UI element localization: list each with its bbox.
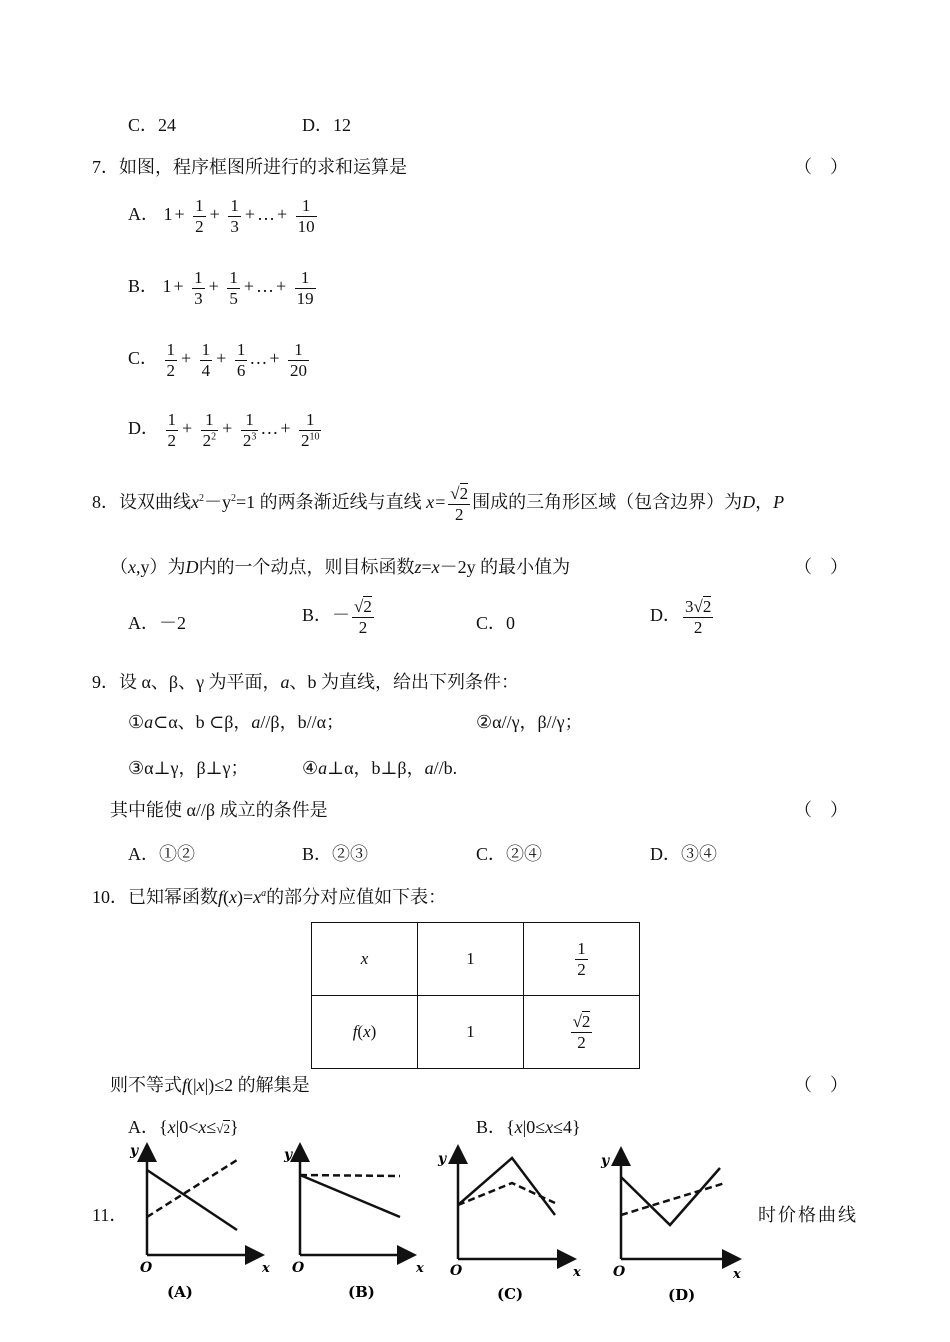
axis-x-label: x — [573, 1265, 581, 1280]
table-cell: 1 — [418, 923, 524, 996]
fraction: $\frac{1}{3}$ — [230, 196, 239, 236]
q9-condition-3: ③α⊥γ，β⊥γ； — [128, 758, 249, 778]
q6-option-d: D．12 — [302, 115, 351, 135]
origin-label: O — [613, 1264, 626, 1280]
price-curve-graphs — [120, 1135, 760, 1310]
table-row — [312, 923, 640, 996]
fraction: $\frac{1}{20}$ — [289, 340, 307, 380]
q10-question: 则不等式f(|x|)≤2 的解集是 — [110, 1075, 310, 1095]
q7-option-d: D． $\frac{1}{2}$ + $\frac{1}{2^2}$ + $\frac{1}{2^3}$ … + $\frac{1}{2^{10}}$ — [128, 410, 320, 450]
q9-condition-4: ④a⊥α，b⊥β，a//b. — [302, 758, 458, 778]
fraction: $\frac{1}{2^2}$ — [202, 410, 217, 450]
fraction: $\frac{1}{2^3}$ — [242, 410, 257, 450]
q7-stem: 7．如图，程序框图所进行的求和运算是 — [92, 157, 407, 177]
axis-y-label: y — [284, 1147, 293, 1163]
axis-x-label: x — [416, 1261, 424, 1276]
solid-line — [458, 1158, 555, 1215]
dashed-line — [147, 1160, 237, 1217]
q10-option-a: A．{x|0<x≤√2} — [128, 1117, 239, 1137]
q8-option-a: A．－2 — [128, 613, 186, 633]
graph-a — [129, 1143, 270, 1301]
q8-stem-line2: （x,y）为D内的一个动点，则目标函数z=x－2y 的最小值为 — [110, 557, 571, 577]
q7-option-c: C． $\frac{1}{2}$ + $\frac{1}{4}$ + $\frac{1}{6}$ … + $\frac{1}{20}$ — [128, 340, 307, 380]
fraction: $\frac{1}{10}$ — [297, 196, 315, 236]
table-row — [312, 996, 640, 1069]
fraction: $\frac{1}{19}$ — [296, 268, 314, 308]
fraction: $\frac{1}{6}$ — [236, 340, 246, 380]
axis-x-label: x — [733, 1267, 741, 1282]
table-cell: x — [312, 923, 418, 996]
q9-paren: （ ） — [794, 800, 848, 820]
q7-paren: （ ） — [794, 157, 848, 177]
dashed-line — [621, 1183, 725, 1215]
table-cell: f(x) — [312, 996, 418, 1069]
solid-line — [621, 1168, 720, 1225]
q9-condition-1: ①a⊂α、b ⊂β，a//β，b//α； — [128, 712, 344, 732]
q9-condition-2: ②α//γ，β//γ； — [476, 712, 583, 732]
graph-c — [437, 1149, 581, 1303]
q6-option-c: C．24 — [128, 115, 177, 135]
axis-y-label: y — [130, 1143, 139, 1159]
origin-label: O — [140, 1260, 153, 1276]
q9-option-b: B．②③ — [302, 844, 369, 864]
fraction: $\frac{1}{2}$ — [167, 410, 176, 450]
q8-option-d: D． $\frac{3√2}{2}$ — [650, 597, 712, 637]
graph-caption: (C) — [497, 1285, 524, 1303]
dashed-line — [300, 1175, 400, 1176]
fraction: $\frac{1}{2}$ — [195, 196, 204, 236]
q7-option-a: A． 1 + $\frac{1}{2}$ + $\frac{1}{3}$ + … + $\frac{1}{10}$ — [128, 196, 315, 236]
q8-option-b: B．－ $\frac{√2}{2}$ — [302, 597, 372, 637]
solid-line — [147, 1170, 237, 1230]
fraction: $\frac{1}{2}$ — [166, 340, 176, 380]
q9-option-d: D．③④ — [650, 844, 717, 864]
fraction: $\frac{1}{3}$ — [194, 268, 203, 308]
q10-stem: 10．已知幂函数$f(x)=x^a$的部分对应值如下表： — [92, 887, 447, 907]
q11-number: 11． — [92, 1205, 128, 1225]
q9-option-a: A．①② — [128, 844, 195, 864]
graph-caption: (B) — [348, 1283, 375, 1301]
axis-x-label: x — [262, 1261, 270, 1276]
origin-label: O — [450, 1263, 463, 1279]
q9-stem: 9．设 α、β、γ 为平面，a、b 为直线，给出下列条件： — [92, 672, 520, 692]
q10-paren: （ ） — [794, 1075, 848, 1095]
q8-option-c: C．0 — [476, 613, 516, 633]
q9-question: 其中能使 α//β 成立的条件是 — [110, 800, 328, 820]
value-table — [311, 922, 640, 1069]
table-cell: 1 — [418, 996, 524, 1069]
origin-label: O — [292, 1260, 305, 1276]
axis-y-label: y — [438, 1151, 447, 1167]
solid-line — [300, 1175, 400, 1217]
fraction: $\frac{1}{2^{10}}$ — [300, 410, 320, 450]
fraction: $\frac{1}{5}$ — [229, 268, 238, 308]
q7-option-b: B． 1 + $\frac{1}{3}$ + $\frac{1}{5}$ + … + $\frac{1}{19}$ — [128, 268, 314, 308]
fraction: $\frac{3√2}{2}$ — [685, 597, 712, 637]
graph-caption: (A) — [167, 1283, 193, 1301]
q10-option-b: B．{x|0≤x≤4} — [476, 1117, 581, 1137]
graph-b — [283, 1147, 424, 1301]
q8-paren: （ ） — [794, 557, 848, 577]
table-cell: $\frac{√2}{2}$ — [524, 996, 640, 1069]
graph-d — [600, 1151, 741, 1304]
graph-caption: (D) — [668, 1286, 696, 1304]
fraction: $\frac{√2}{2}$ — [450, 484, 469, 524]
q8-stem-line1: 8．设双曲线$x^2-y^2=1$ 的两条渐近线与直线 x= $\frac{√2}{2}$ 围成的三角形区域（包含边界）为D，P — [92, 484, 785, 524]
table-cell: $\frac{1}{2}$ — [524, 923, 640, 996]
axis-y-label: y — [601, 1153, 610, 1169]
fraction: $\frac{√2}{2}$ — [354, 597, 372, 637]
q9-option-c: C．②④ — [476, 844, 543, 864]
q11-tail-text: 时价格曲线 — [758, 1205, 858, 1225]
fraction: $\frac{1}{4}$ — [201, 340, 211, 380]
